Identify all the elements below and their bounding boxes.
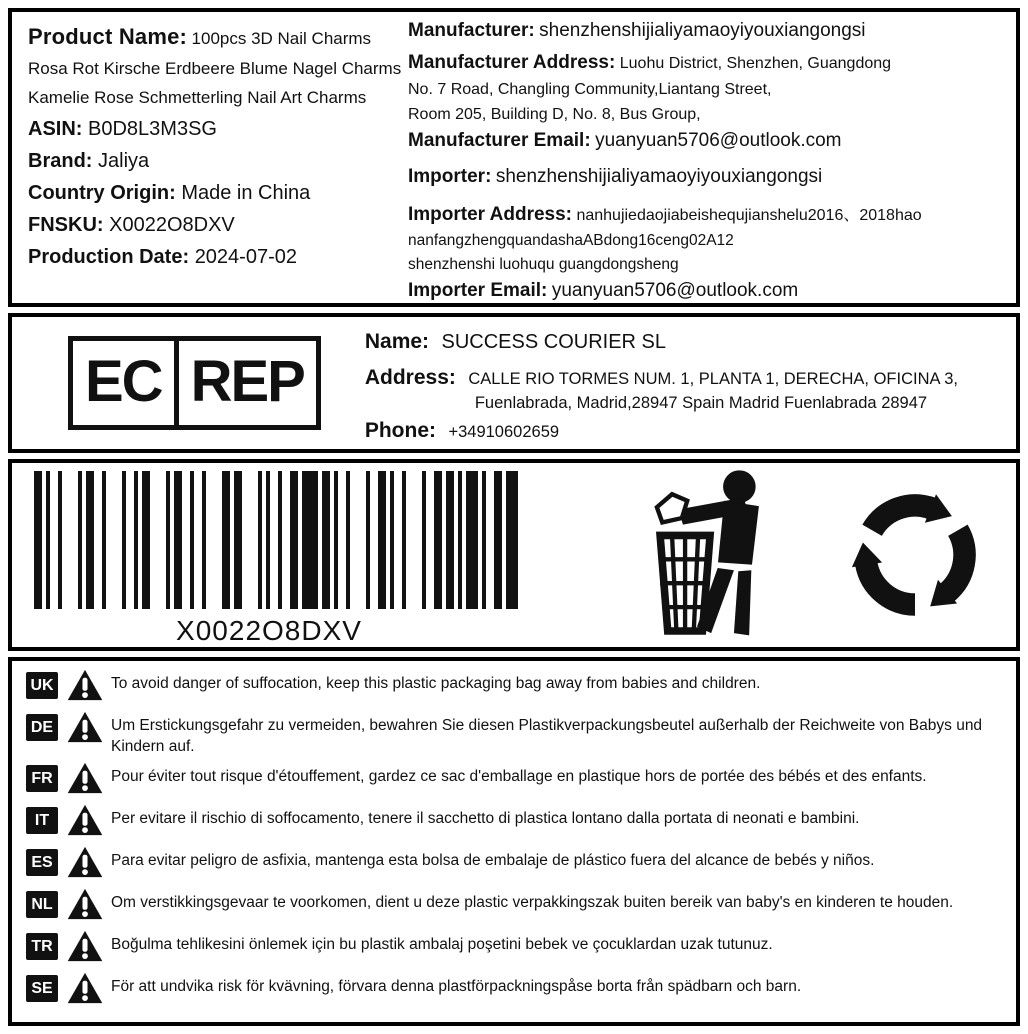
warning-triangle-icon: [67, 669, 103, 706]
warning-triangle-icon: [67, 804, 103, 841]
warning-row: [26, 974, 1006, 1009]
ec-rep-address-line1: CALLE RIO TORMES NUM. 1, PLANTA 1, DERECHA, OFICINA 3,: [468, 370, 958, 389]
language-badge: IT: [26, 807, 58, 834]
importer-address-label: Importer Address:: [408, 204, 572, 225]
warning-text: To avoid danger of suffocation, keep this plastic packaging bag away from babies and children.: [111, 675, 761, 693]
product-name-line3: Kamelie Rose Schmetterling Nail Art Charms: [28, 88, 367, 108]
ec-rep-name-value: SUCCESS COURIER SL: [441, 331, 666, 354]
product-name-line2: Rosa Rot Kirsche Erdbeere Blume Nagel Charms: [28, 59, 402, 78]
language-badge: UK: [26, 672, 58, 699]
warning-triangle-icon: [67, 930, 103, 967]
asin-value: B0D8L3M3SG: [88, 117, 217, 140]
production-date-label: Production Date:: [28, 245, 190, 268]
barcode-bars: [34, 471, 532, 609]
recycle-icon: [840, 480, 990, 630]
warning-text: Boğulma tehlikesini önlemek için bu plastik ambalaj poşetini bebek ve çocuklardan uzak tutunuz.: [111, 936, 773, 953]
warning-row: [26, 671, 1006, 706]
importer-label: Importer:: [408, 166, 492, 187]
warning-triangle-icon: [67, 846, 103, 883]
warning-row: [26, 848, 1006, 883]
product-info-section: [8, 8, 1020, 307]
warning-row: [26, 932, 1006, 967]
importer-address-line3: shenzhenshi luohuqu guangdongsheng: [408, 256, 679, 273]
warning-row: [26, 764, 1006, 799]
importer-address-line1: nanhujiedaojiabeishequjianshelu2016、2018hao: [576, 207, 922, 224]
tidyman-icon: [646, 466, 798, 644]
manufacturer-email-label: Manufacturer Email:: [408, 130, 591, 151]
ec-rep-logo-left: EC: [68, 336, 179, 430]
ec-rep-phone-value: +34910602659: [448, 423, 560, 442]
warning-text: Pour éviter tout risque d'étouffement, gardez ce sac d'emballage en plastique hors de portée des bébés et des enfants.: [111, 768, 927, 785]
language-badge: SE: [26, 975, 58, 1002]
manufacturer-label: Manufacturer:: [408, 20, 535, 41]
barcode-value: X0022O8DXV: [176, 615, 362, 647]
warning-triangle-icon: [67, 972, 103, 1009]
manufacturer-name: shenzhenshijialiyamaoyiyouxiangongsi: [539, 20, 866, 41]
product-name-value: 100pcs 3D Nail Charms: [191, 29, 372, 48]
warning-triangle-icon: [67, 711, 103, 748]
ec-rep-address-label: Address:: [364, 366, 456, 390]
fnsku-value: X0022O8DXV: [109, 213, 235, 236]
warning-triangle-icon: [67, 888, 103, 925]
importer-name: shenzhenshijialiyamaoyiyouxiangongsi: [495, 166, 823, 187]
ec-rep-address-line2: Fuenlabrada, Madrid,28947 Spain Madrid Fuenlabrada 28947: [474, 394, 928, 413]
ec-rep-name-label: Name:: [364, 330, 430, 354]
manufacturer-address-line1: Luohu District, Shenzhen, Guangdong: [619, 55, 892, 72]
ec-rep-info: [365, 323, 958, 443]
warning-row: [26, 713, 1006, 757]
fnsku-barcode: [12, 463, 532, 647]
language-badge: ES: [26, 849, 58, 876]
product-info-column: [12, 12, 402, 303]
manufacturer-address-line2: No. 7 Road, Changling Community,Liantang Street,: [408, 81, 772, 98]
warning-row: [26, 890, 1006, 925]
importer-email-label: Importer Email:: [408, 280, 548, 301]
country-origin-label: Country Origin:: [28, 181, 176, 204]
product-name-label: Product Name:: [28, 24, 188, 49]
brand-label: Brand:: [28, 149, 93, 172]
warning-triangle-icon: [67, 762, 103, 799]
barcode-section: [8, 459, 1020, 651]
language-badge: DE: [26, 714, 58, 741]
warning-text: Um Erstickungsgefahr zu vermeiden, bewahren Sie diesen Plastikverpackungsbeutel außerhalb der Reichweite von Babys und Kindern auf.: [111, 717, 983, 755]
suffocation-warnings-section: [8, 657, 1020, 1026]
language-badge: FR: [26, 765, 58, 792]
fnsku-label: FNSKU:: [28, 213, 104, 236]
manufacturer-info-column: [402, 12, 1016, 303]
ec-rep-logo-right: REP: [174, 336, 321, 430]
production-date-value: 2024-07-02: [194, 245, 297, 268]
warnings-list: [26, 671, 1006, 1009]
manufacturer-email-value: yuanyuan5706@outlook.com: [595, 130, 842, 151]
country-origin-value: Made in China: [181, 181, 311, 204]
asin-label: ASIN:: [28, 117, 83, 140]
warning-text: Per evitare il rischio di soffocamento, tenere il sacchetto di plastica lontano dalla portata di neonati e bambini.: [111, 810, 860, 827]
warning-text: Para evitar peligro de asfixia, mantenga esta bolsa de embalaje de plástico fuera del alcance de bebés y niños.: [111, 852, 875, 869]
importer-email-value: yuanyuan5706@outlook.com: [551, 280, 799, 301]
language-badge: TR: [26, 933, 58, 960]
ec-rep-logo: [68, 336, 321, 430]
brand-value: Jaliya: [98, 149, 150, 172]
manufacturer-address-line3: Room 205, Building D, No. 8, Bus Group,: [408, 106, 701, 123]
warning-text: För att undvika risk för kvävning, förvara denna plastförpackningspåse borta från spädbarn och barn.: [111, 978, 802, 995]
importer-address-line2: nanfangzhengquandashaABdong16ceng02A12: [408, 232, 734, 249]
warning-text: Om verstikkingsgevaar te voorkomen, dient u deze plastic verpakkingszak buiten bereik van baby's en kinderen te houden.: [111, 894, 954, 911]
disposal-icons: [646, 463, 1016, 647]
ec-rep-phone-label: Phone:: [364, 419, 437, 443]
manufacturer-address-label: Manufacturer Address:: [408, 52, 616, 73]
language-badge: NL: [26, 891, 58, 918]
ec-rep-section: [8, 313, 1020, 453]
warning-row: [26, 806, 1006, 841]
